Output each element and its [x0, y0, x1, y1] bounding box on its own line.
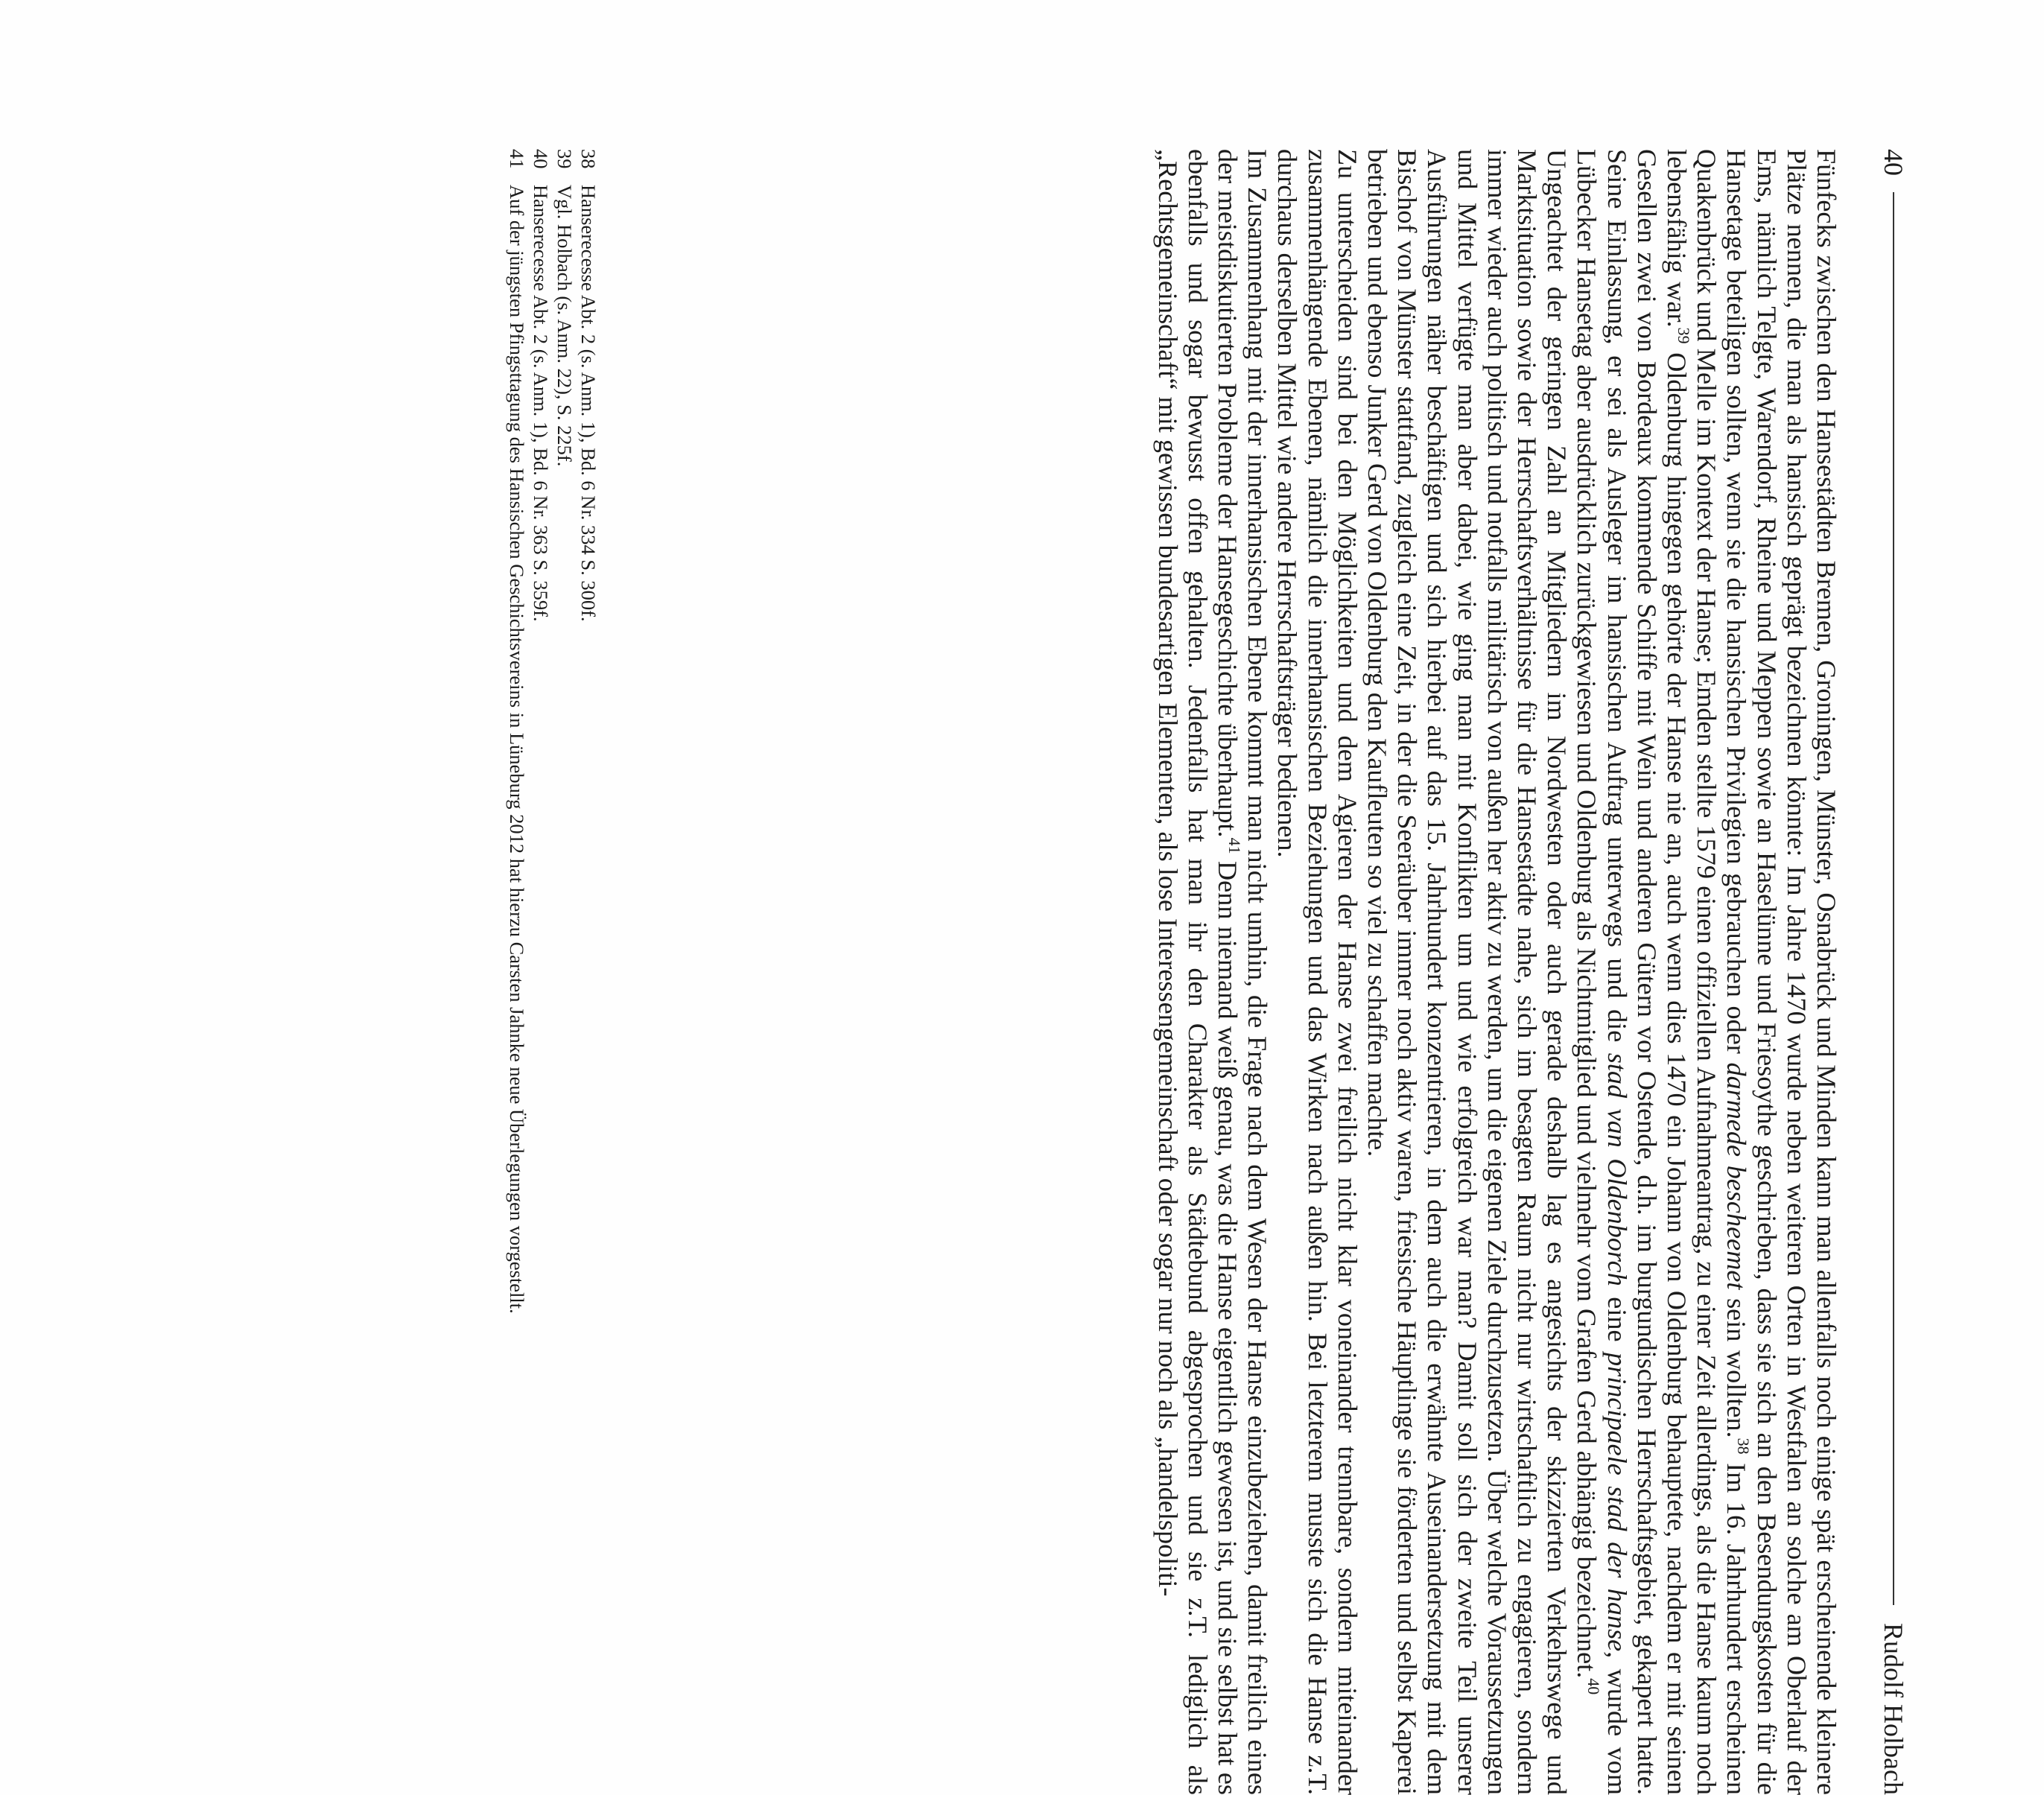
- running-head: [1871, 149, 1916, 1795]
- italic-quotation: principaele stad der hanse: [1602, 1353, 1632, 1652]
- paragraph-text: Denn niemand weiß genau, was die Hanse eigentlich gewesen ist, und sie selbst hat es ebenfalls und sogar bewusst offen gehalten. Jedenfalls hat man ihr den Charakter als Städtebund abgesprochen und sie z.T. lediglich als „Rechtsgemeinschaft“ mit gewissen bundesartigen Elementen, als lose Interessengemeinschaft oder sogar nur noch als „handelspoliti-: [1152, 149, 1242, 1795]
- footnote-number: 41: [506, 149, 528, 169]
- paragraph-text: Im Zusammenhang mit der innerhansischen Ebene kommt man nicht umhin, die Frage nach dem Wesen der Hanse einzubeziehen, damit freilich eines der meistdiskutierten Probleme der Hansegeschichte überhaupt.: [1212, 149, 1273, 1795]
- running-head-author: Rudolf Holbach: [1879, 1623, 1908, 1795]
- footnote-reference: 39: [1674, 327, 1693, 344]
- footnote: [529, 149, 553, 1795]
- footnote-number: 38: [577, 149, 600, 169]
- header-rule: [1893, 192, 1894, 1605]
- footnotes: [505, 149, 600, 1795]
- footnote-reference: 41: [1225, 837, 1244, 854]
- body-text: [1152, 149, 1841, 1795]
- footnote-reference: 38: [1734, 1437, 1753, 1455]
- footnote-text: Auf der jüngsten Pfingsttagung des Hansischen Geschichtsvereins in Lüneburg 2012 hat hierzu Carsten Jahnke neue Überlegungen vorgestellt.: [506, 185, 528, 1314]
- paragraph-text: , wurde vom Lübecker Hansetag aber ausdrücklich zurückgewiesen und Oldenburg als Nichtmitglied und vielmehr vom Grafen Gerd abhängig bezeichnet.: [1572, 149, 1632, 1795]
- footnote-number: 40: [530, 149, 552, 169]
- footnote-text: Hanserecesse Abt. 2 (s. Anm. 1), Bd. 6 Nr. 334 S. 300f.: [577, 185, 600, 622]
- body-paragraph: [1272, 149, 1362, 1795]
- paragraph-text: Oldenburg hingegen gehörte der Hanse nie an, auch wenn dies 1470 ein Johann von Oldenburg behauptete, nachdem er mit seinen Gesellen zwei von Bordeaux kommende Schiffe mit Wein und anderen Gütern vor Ostende, d.h. im burgundischen Herrschaftsgebiet, gekapert hatte. Seine Einlassung, er sei als Ausleger im hansischen Auftrag unterwegs und die: [1602, 149, 1692, 1795]
- paragraph-text: sein wollten.: [1721, 1289, 1752, 1438]
- page-number: 40: [1879, 149, 1908, 176]
- footnote: [505, 149, 529, 1795]
- footnote: [577, 149, 600, 1795]
- footnote-text: Vgl. Holbach (s. Anm. 22), S. 225f.: [553, 185, 576, 467]
- body-paragraph: [1362, 149, 1572, 1795]
- paragraph-text: Ungeachtet der geringen Zahl an Mitgliedern im Nordwesten oder auch gerade deshalb lag es angesichts der skizzierten Verkehrswege und Marktsituation sowie der Herrschaftsverhältnisse für die Hansestädte nahe, sich im besagten Raum nicht nur wirtschaftlich zu engagieren, sondern immer wieder auch politisch und notfalls militärisch von außen her aktiv zu werden, um die eigenen Ziele durchzusetzen. Über welche Voraussetzungen und Mittel verfügte man aber dabei, wie ging man mit Konflikten um und wie erfolgreich war man? Damit soll sich der zweite Teil unserer Ausführungen näher beschäftigen und sich hierbei auf das 15. Jahrhundert konzentrieren, in dem auch die erwähnte Auseinandersetzung mit dem Bischof von Münster stattfand, zugleich eine Zeit, in der die Seeräuber immer noch aktiv waren, friesische Häuptlinge sie förderten und selbst Kaperei betrieben und ebenso Junker Gerd von Oldenburg den Kaufleuten so viel zu schaffen machte.: [1362, 149, 1572, 1795]
- body-paragraph: [1572, 149, 1841, 1795]
- footnote-reference: 40: [1584, 1678, 1604, 1695]
- footnote-text: Hanserecesse Abt. 2 (s. Anm. 1), Bd. 6 Nr. 363 S. 359f.: [530, 185, 552, 622]
- paragraph-text: eine: [1602, 1286, 1632, 1353]
- footnote: [553, 149, 577, 1795]
- italic-quotation: stad van Oldenborch: [1602, 1052, 1632, 1286]
- footnote-number: 39: [553, 149, 576, 169]
- italic-quotation: darmede bescheemet: [1721, 1062, 1752, 1290]
- body-paragraph: [1152, 149, 1272, 1795]
- paragraph-text: Im 16. Jahrhundert erscheinen Quakenbrück und Melle im Kontext der Hanse; Emden stellte 1579 einen offiziellen Aufnahmeantrag, zu einer Zeit allerdings, als die Hanse kaum noch lebensfähig war.: [1661, 149, 1752, 1795]
- paragraph-text: Zu unterscheiden sind bei den Möglichkeiten und dem Agieren der Hanse zwei freilich nicht klar voneinander trennbare, sondern miteinander zusammenhängende Ebenen, nämlich die innerhansischen Beziehungen und das Wirken nach außen hin. Bei letzterem musste sich die Hanse z.T. durchaus derselben Mittel wie andere Herrschaftsträger bedienen.: [1272, 149, 1362, 1795]
- paragraph-text: Fünfecks zwischen den Hansestädten Bremen, Groningen, Münster, Osnabrück und Minden kann man allenfalls noch einige spät erscheinende kleinere Plätze nennen, die man als hansisch geprägt bezeichnen könnte: Im Jahre 1470 wurde neben weiteren Orten in Westfalen an solche am Oberlauf der Ems, nämlich Telgte, Warendorf, Rheine und Meppen sowie an Haselünne und Friesoythe geschrieben, dass sie sich an den Besendungskosten für die Hansetage beteiligen sollten, wenn sie die hansischen Privilegien gebrauchen oder: [1721, 149, 1841, 1795]
